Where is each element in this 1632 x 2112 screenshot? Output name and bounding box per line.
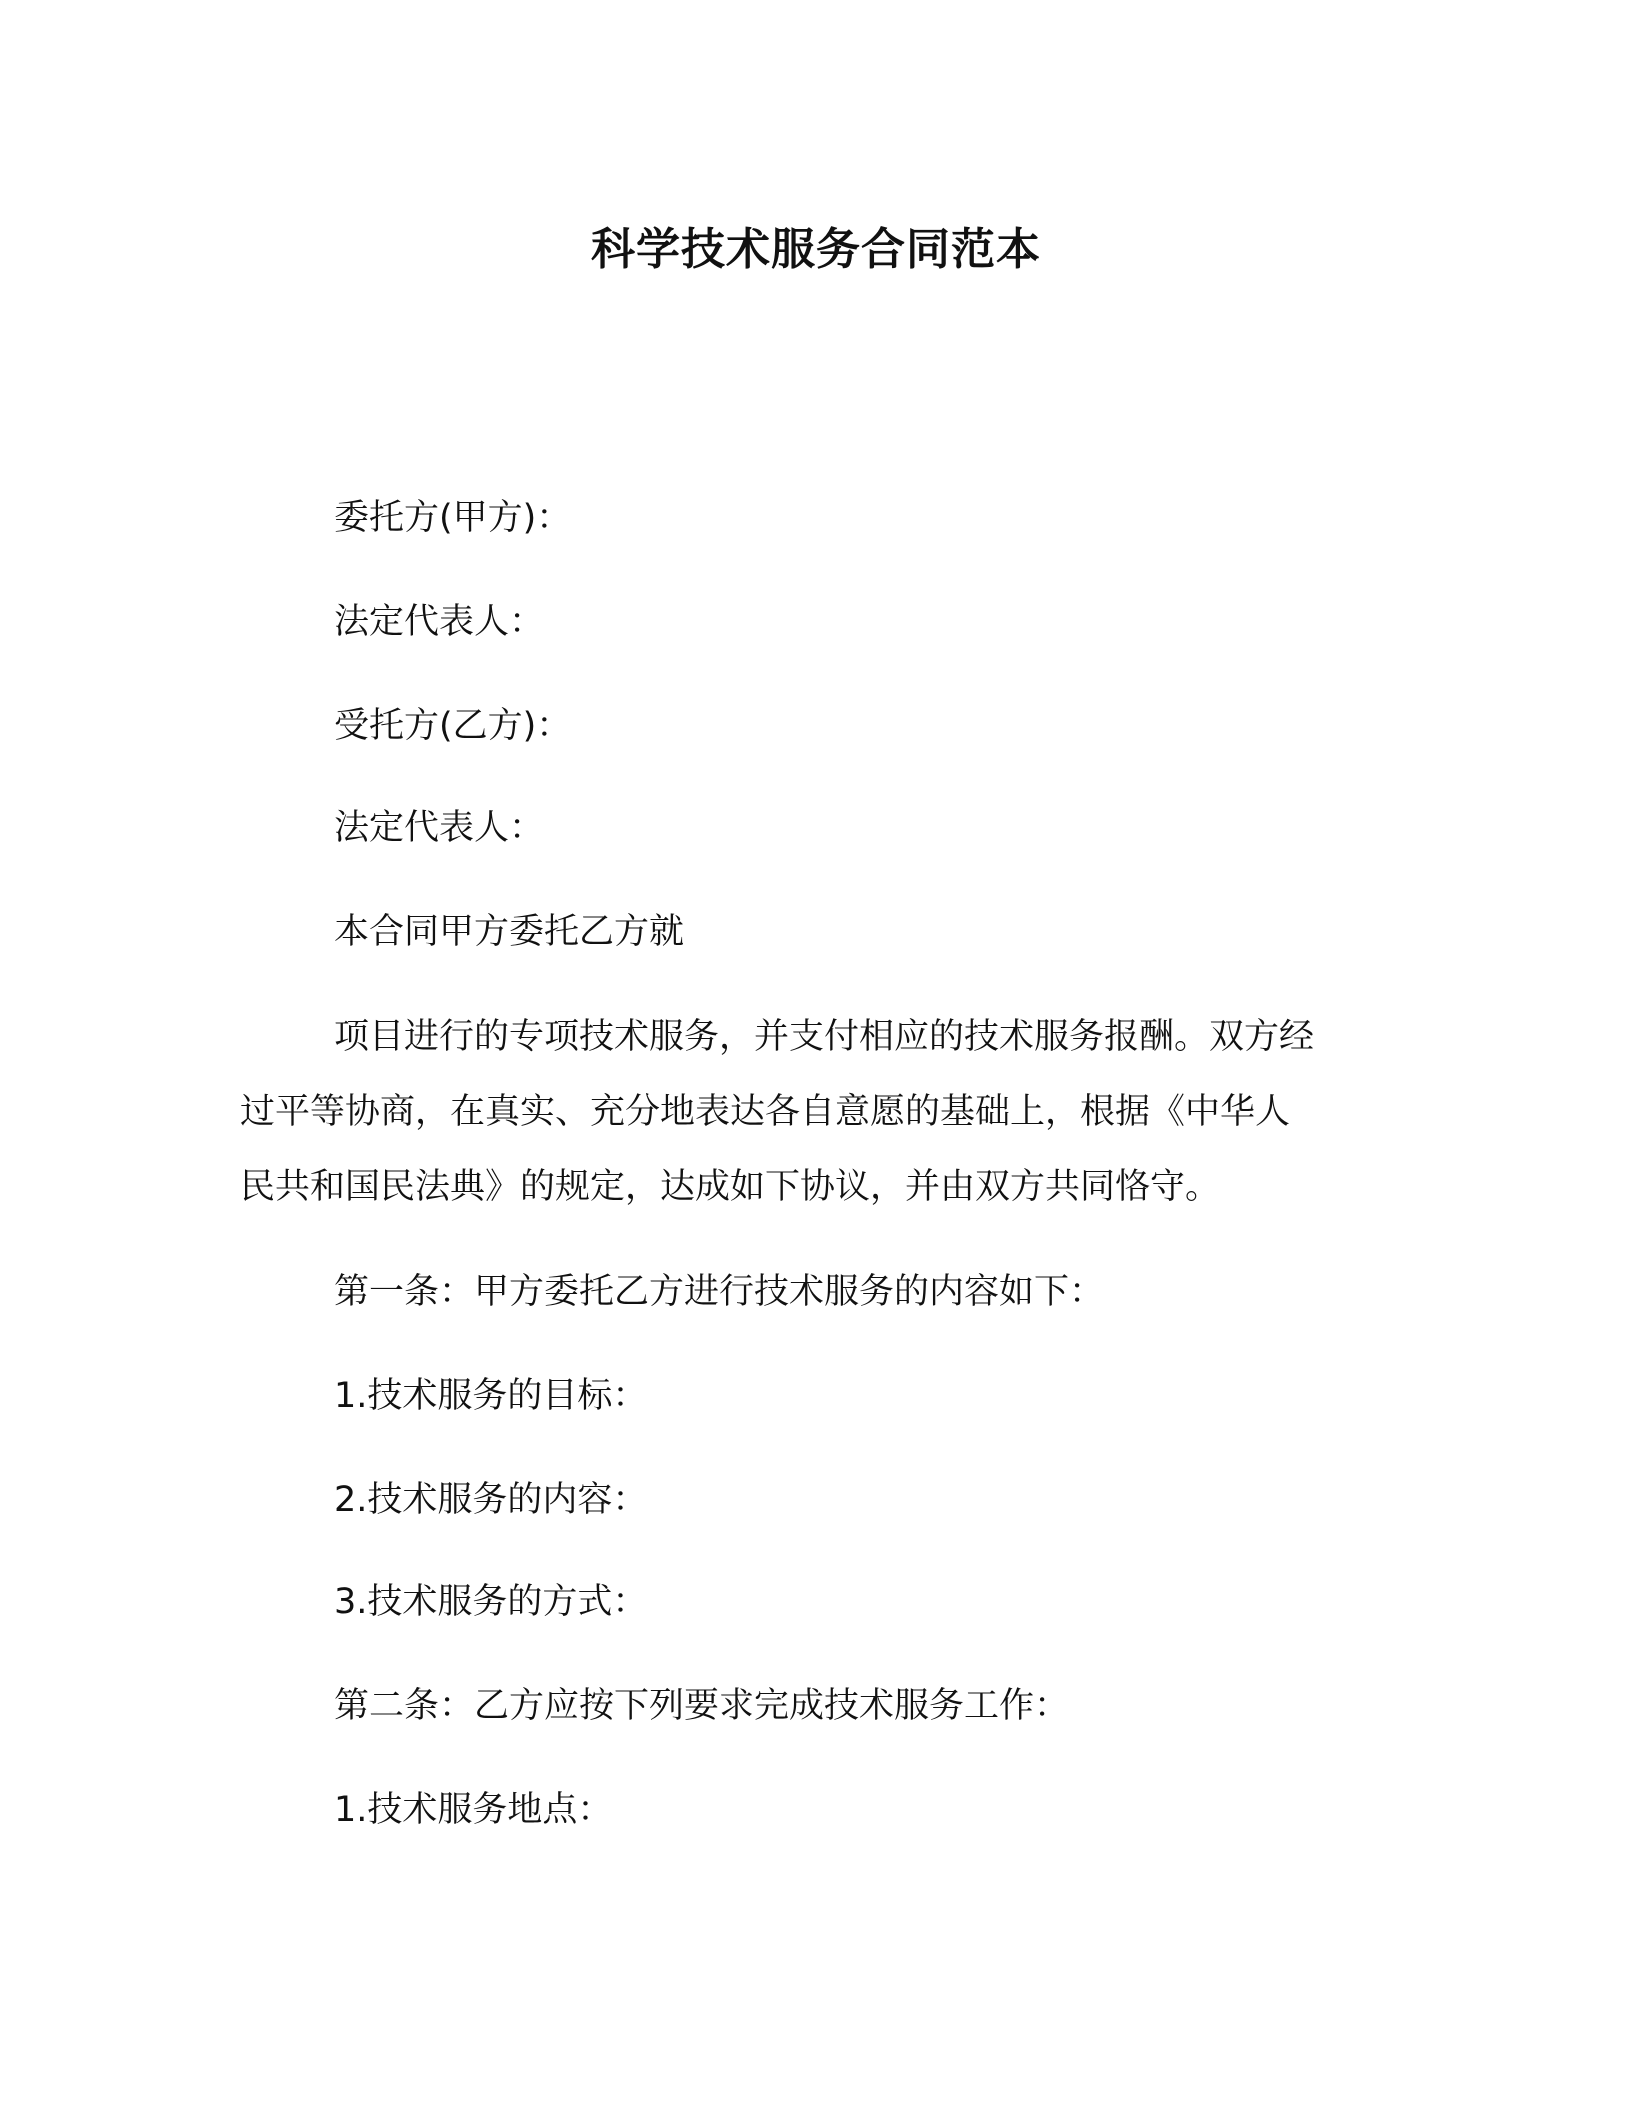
article-1-item-3: 3.技术服务的方式： <box>334 1582 648 1622</box>
client-field: 委托方(甲方)： <box>334 498 572 538</box>
contractor-field: 受托方(乙方)： <box>334 706 572 746</box>
preamble-line-1: 项目进行的专项技术服务，并支付相应的技术服务报酬。双方经 <box>334 1017 1315 1057</box>
article-1-item-1: 1.技术服务的目标： <box>334 1376 648 1416</box>
contractor-rep-field: 法定代表人： <box>334 808 545 848</box>
article-2-item-1: 1.技术服务地点： <box>334 1790 613 1830</box>
preamble-paragraph <box>240 1000 1380 1225</box>
preamble-line-3: 民共和国民法典》的规定，达成如下协议，并由双方共同恪守。 <box>240 1167 1221 1207</box>
article-1-heading: 第一条：甲方委托乙方进行技术服务的内容如下： <box>334 1272 1105 1312</box>
article-1-item-2: 2.技术服务的内容： <box>334 1480 648 1520</box>
client-rep-field: 法定代表人： <box>334 602 545 642</box>
document-title: 科学技术服务合同范本 <box>591 224 1041 275</box>
intro-line: 本合同甲方委托乙方就 <box>334 912 685 952</box>
article-2-heading: 第二条：乙方应按下列要求完成技术服务工作： <box>334 1686 1070 1726</box>
preamble-line-2: 过平等协商，在真实、充分地表达各自意愿的基础上，根据《中华人 <box>240 1092 1291 1132</box>
